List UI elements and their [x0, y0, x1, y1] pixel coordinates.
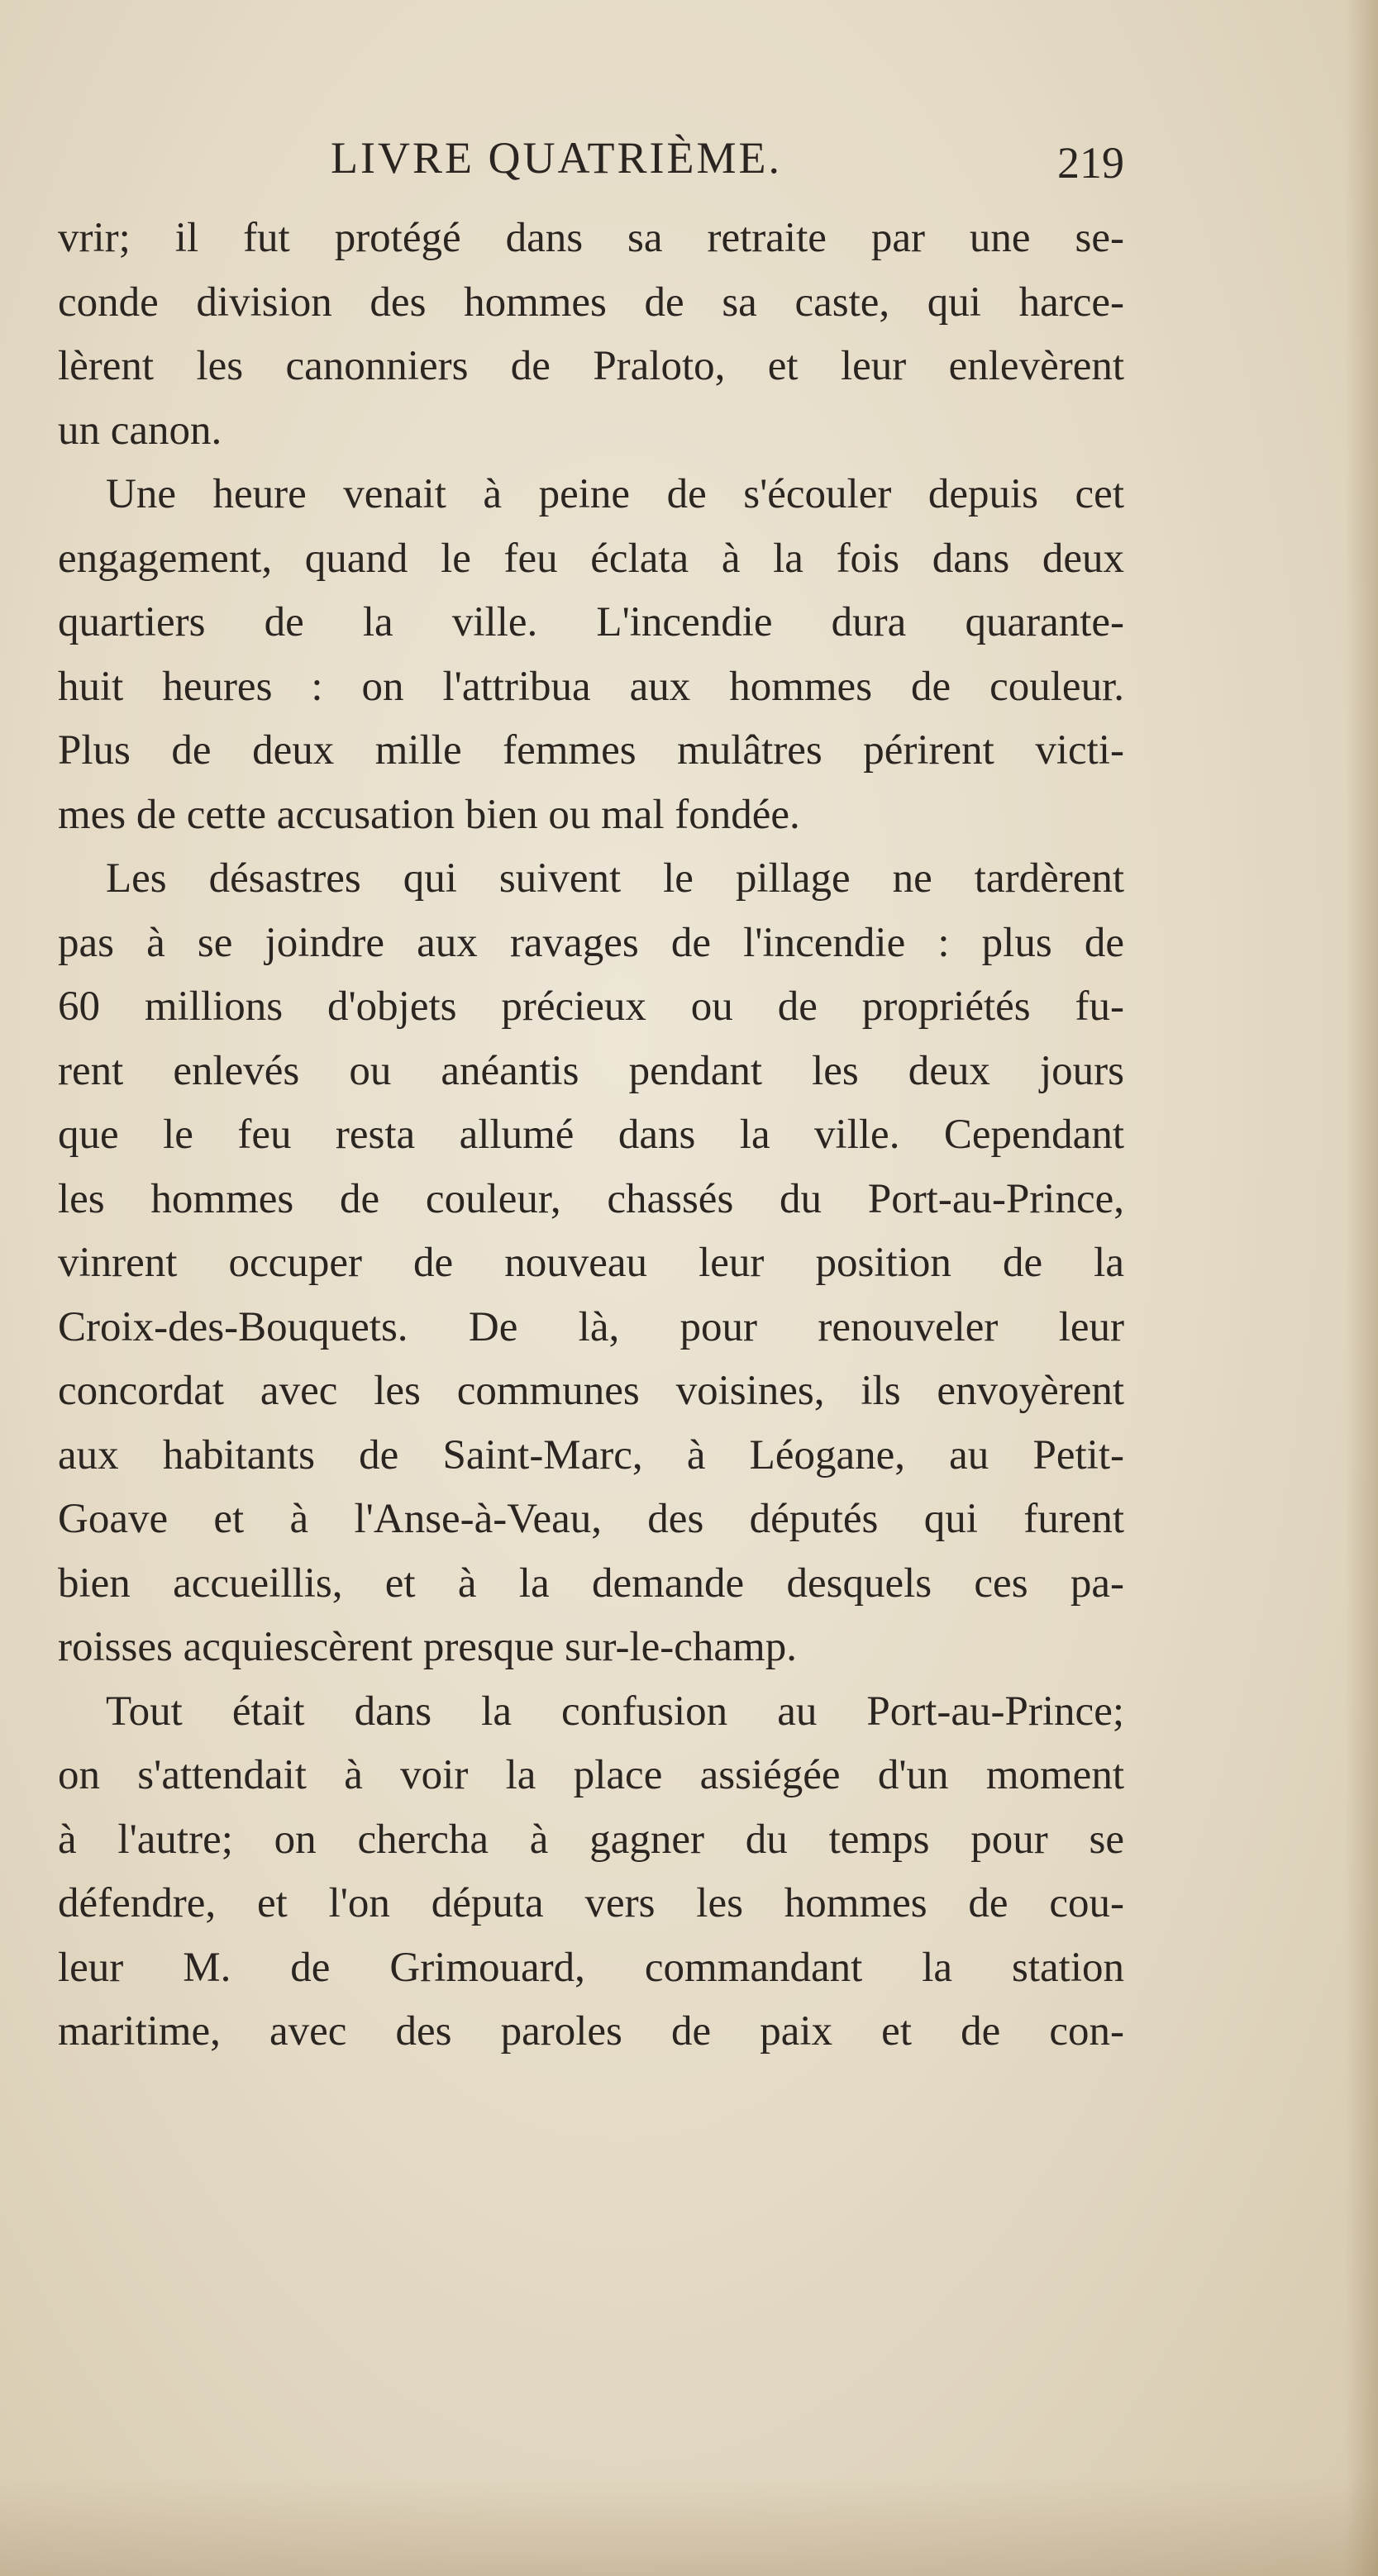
running-head: LIVRE QUATRIÈME. [331, 133, 782, 183]
page-number: 219 [1057, 138, 1124, 188]
text-line: aux habitants de Saint-Marc, à Léogane, au Petit- [58, 1431, 1124, 1478]
text-line: concordat avec les communes voisines, ils envoyèrent [58, 1368, 1124, 1414]
text-line: Goave et à l'Anse-à-Veau, des députés qui furent [58, 1496, 1124, 1542]
text-line: Plus de deux mille femmes mulâtres périrent victi- [58, 727, 1124, 774]
text-line: maritime, avec des paroles de paix et de con- [58, 2008, 1124, 2055]
text-line: Une heure venait à peine de s'écouler depuis cet [106, 471, 1124, 517]
text-line: leur M. de Grimouard, commandant la station [58, 1944, 1124, 1991]
text-line: un canon. [58, 407, 222, 454]
text-line: à l'autre; on chercha à gagner du temps pour se [58, 1816, 1124, 1863]
text-line: conde division des hommes de sa caste, qui harce- [58, 279, 1124, 326]
text-line: vinrent occuper de nouveau leur position de la [58, 1240, 1124, 1286]
text-line: défendre, et l'on députa vers les hommes de cou- [58, 1880, 1124, 1926]
text-line: les hommes de couleur, chassés du Port-au-Prince, [58, 1175, 1124, 1222]
text-line: pas à se joindre aux ravages de l'incendie : plus de [58, 919, 1124, 966]
body-text [58, 207, 1124, 2064]
text-line: on s'attendait à voir la place assiégée d'un moment [58, 1752, 1124, 1798]
text-line: 60 millions d'objets précieux ou de propriétés fu- [58, 983, 1124, 1030]
text-line: mes de cette accusation bien ou mal fondée. [58, 791, 800, 838]
text-line: lèrent les canonniers de Praloto, et leur enlevèrent [58, 343, 1124, 389]
text-line: engagement, quand le feu éclata à la fois dans deux [58, 535, 1124, 582]
text-line: quartiers de la ville. L'incendie dura quarante- [58, 599, 1124, 645]
text-line: rent enlevés ou anéantis pendant les deux jours [58, 1047, 1124, 1094]
page-edge-shadow [1345, 0, 1378, 2576]
text-line: Les désastres qui suivent le pillage ne tardèrent [106, 855, 1124, 902]
text-line: bien accueillis, et à la demande desquels ces pa- [58, 1559, 1124, 1607]
page-bottom-shadow [0, 2477, 1378, 2576]
text-line: vrir; il fut protégé dans sa retraite par une se- [58, 215, 1124, 261]
text-line: huit heures : on l'attribua aux hommes de couleur. [58, 663, 1124, 710]
text-line: roisses acquiescèrent presque sur-le-champ. [58, 1624, 797, 1670]
text-line: Tout était dans la confusion au Port-au-Prince; [106, 1688, 1124, 1735]
page-header [58, 132, 1124, 190]
text-line: que le feu resta allumé dans la ville. Cependant [58, 1112, 1124, 1158]
text-line: Croix-des-Bouquets. De là, pour renouveler leur [58, 1303, 1124, 1350]
